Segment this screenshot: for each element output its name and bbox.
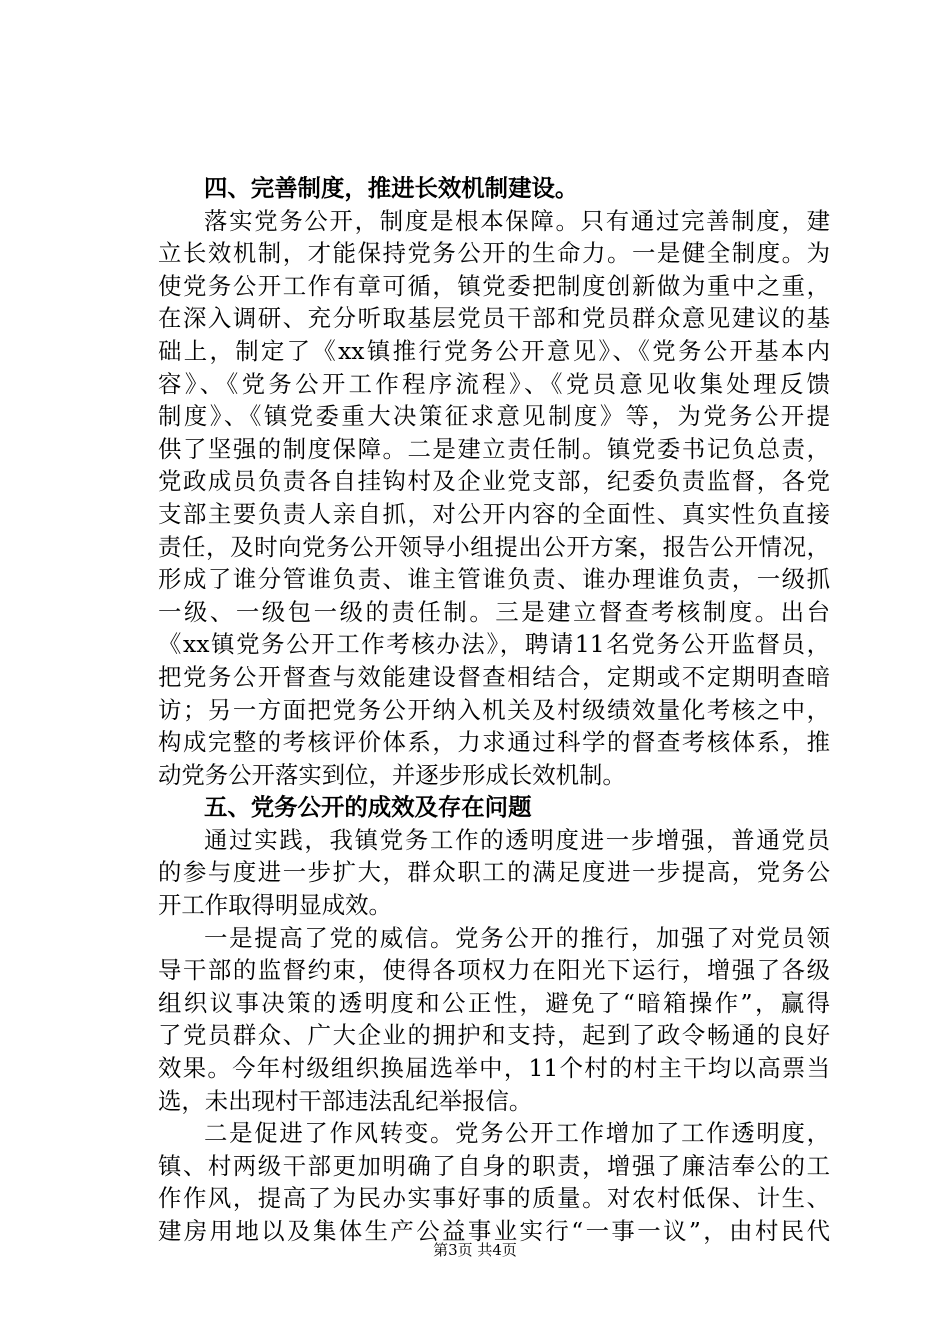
paragraph-line: 镇、村两级干部更加明确了自身的职责，增强了廉洁奉公的工 (158, 1151, 830, 1180)
paragraph-line: 支部主要负责人亲自抓，对公开内容的全面性、真实性负直接 (158, 499, 830, 528)
paragraph-line: 动党务公开落实到位，并逐步形成长效机制。 (158, 760, 626, 789)
paragraph-line: 作作风，提高了为民办实事好事的质量。对农村低保、计生、 (158, 1184, 830, 1213)
paragraph-line: 开工作取得明显成效。 (158, 891, 392, 920)
paragraph-line: 础上，制定了《xx镇推行党务公开意见》、《党务公开基本内 (158, 336, 830, 365)
section-heading: 四、完善制度，推进长效机制建设。 (204, 174, 579, 202)
paragraph-line: 在深入调研、充分听取基层党员干部和党员群众意见建议的基 (158, 304, 830, 333)
paragraph-line: 党政成员负责各自挂钩村及企业党支部，纪委负责监督，各党 (158, 467, 830, 496)
paragraph-line: 的参与度进一步扩大，群众职工的满足度进一步提高，党务公 (158, 858, 830, 887)
paragraph-line: 二是促进了作风转变。党务公开工作增加了工作透明度， (204, 1119, 830, 1148)
paragraph-line: 立长效机制，才能保持党务公开的生命力。一是健全制度。为 (158, 239, 830, 268)
section-heading: 五、党务公开的成效及存在问题 (204, 793, 532, 822)
paragraph-line: 使党务公开工作有章可循，镇党委把制度创新做为重中之重， (158, 271, 830, 300)
paragraph-line: 一级、一级包一级的责任制。三是建立督查考核制度。出台 (158, 597, 830, 626)
page-footer: 第3页 共4页 (433, 1241, 517, 1259)
paragraph-line: 供了坚强的制度保障。二是建立责任制。镇党委书记负总责， (158, 434, 830, 463)
paragraph-line: 组织议事决策的透明度和公正性，避免了“暗箱操作”，赢得 (158, 988, 830, 1017)
paragraph-line: 落实党务公开，制度是根本保障。只有通过完善制度，建 (204, 206, 830, 235)
paragraph-line: 容》、《党务公开工作程序流程》、《党员意见收集处理反馈 (158, 369, 830, 398)
document-body (158, 172, 830, 1248)
paragraph-line: 通过实践，我镇党务工作的透明度进一步增强，普通党员 (204, 825, 830, 854)
paragraph-line: 访；另一方面把党务公开纳入机关及村级绩效量化考核之中， (158, 695, 830, 724)
paragraph-line: 制度》、《镇党委重大决策征求意见制度》等，为党务公开提 (158, 402, 830, 431)
paragraph-line: 《xx镇党务公开工作考核办法》，聘请11名党务公开监督员， (158, 630, 830, 659)
paragraph-line: 构成完整的考核评价体系，力求通过科学的督查考核体系，推 (158, 728, 830, 757)
paragraph-line: 了党员群众、广大企业的拥护和支持，起到了政令畅通的良好 (158, 1021, 830, 1050)
paragraph-line: 形成了谁分管谁负责、谁主管谁负责、谁办理谁负责，一级抓 (158, 565, 830, 594)
paragraph-line: 导干部的监督约束，使得各项权力在阳光下运行，增强了各级 (158, 956, 830, 985)
paragraph-line: 选，未出现村干部违法乱纪举报信。 (158, 1086, 533, 1115)
paragraph-line: 效果。今年村级组织换届选举中，11个村的村主干均以高票当 (158, 1054, 830, 1083)
paragraph-line: 责任，及时向党务公开领导小组提出公开方案，报告公开情况， (158, 532, 830, 561)
paragraph-line: 一是提高了党的威信。党务公开的推行，加强了对党员领 (204, 923, 830, 952)
paragraph-line: 建房用地以及集体生产公益事业实行“一事一议”，由村民代 (158, 1217, 830, 1245)
paragraph-line: 把党务公开督查与效能建设督查相结合，定期或不定期明查暗 (158, 662, 830, 691)
